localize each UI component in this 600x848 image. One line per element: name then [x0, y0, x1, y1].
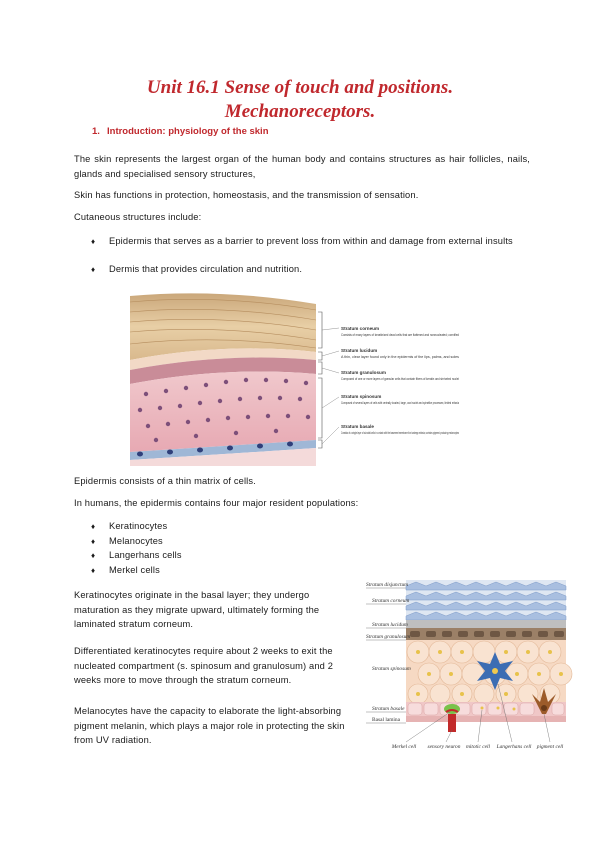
fig2-label-corneum: Stratum corneum: [372, 598, 410, 604]
page-title: [0, 76, 600, 124]
paragraph-differentiation: Differentiated keratinocytes require about 2 weeks to exit the nucleated compartment (s. spinosum and granulosum) and 2 weeks more to move through the stratum corneum.: [74, 646, 334, 685]
list-item-text: Merkel cells: [109, 565, 160, 575]
epidermis-layers-figure: [126, 290, 472, 466]
title-line-2: Mechanoreceptors.: [224, 101, 376, 122]
fig1-desc-corneum: Consists of many layers of keratinized dead cells that are flattened and nonnucleated; cornified: [341, 333, 459, 337]
paragraph-epidermis-matrix: Epidermis consists of a thin matrix of cells.: [74, 476, 256, 486]
paragraph-skin-organ: The skin represents the largest organ of the human body and contains structures as hair follicles, nails, glands and specialised sensory structures,: [74, 154, 530, 179]
paragraph-melanocytes: Melanocytes have the capacity to elaborate the light-absorbing pigment melanin, which plays a major role in protecting the skin from UV radiation.: [74, 706, 345, 745]
list-item-text: Langerhans cells: [109, 550, 182, 560]
paragraph-cutaneous: Cutaneous structures include:: [74, 212, 202, 222]
paragraph-keratinocytes: Keratinocytes originate in the basal layer; they undergo maturation as they migrate upward, ultimately forming the laminated stratum corneum.: [74, 590, 320, 629]
fig1-desc-lucidum: A thin, clear layer found only in the epidermis of the lips, palms, and soles: [341, 355, 460, 359]
bullet-icon: ♦: [91, 566, 96, 575]
bullet-icon: ♦: [91, 522, 96, 531]
fig2-bottom-neuron: sensory neuron: [427, 744, 461, 750]
fig2-bottom-merkel: Merkel cell: [391, 744, 417, 750]
fig1-desc-spinosum: Composed of several layers of cells with centrally located, large, oval nuclei and spinelike processes; limited mitosis: [341, 401, 460, 405]
list-item-text: Dermis that provides circulation and nutrition.: [109, 264, 303, 274]
section-heading: [92, 126, 269, 137]
bullet-icon: ♦: [91, 265, 96, 274]
bullet-icon: ♦: [91, 537, 96, 546]
fig2-label-granulosum: Stratum granulosum: [366, 634, 411, 640]
list-item-text: Keratinocytes: [109, 521, 168, 531]
fig2-label-lamina: Basal lamina: [372, 717, 400, 723]
fig1-label-granulosum: Stratum granulosum: [341, 370, 386, 375]
fig2-label-basale: Stratum basale: [372, 706, 405, 712]
list-item-text: Melanocytes: [109, 536, 163, 546]
section-number: 1.: [92, 126, 100, 137]
fig1-label-lucidum: Stratum lucidum: [341, 348, 378, 353]
bullet-icon: ♦: [91, 237, 96, 246]
fig2-bottom-pigment: pigment cell: [536, 744, 564, 750]
paragraph-resident-populations: In humans, the epidermis contains four major resident populations:: [74, 498, 359, 508]
epidermis-cells-diagram: [366, 580, 566, 772]
paragraph-skin-functions: Skin has functions in protection, homeostasis, and the transmission of sensation.: [74, 190, 419, 200]
fig2-label-lucidum: Stratum lucidum: [372, 622, 408, 628]
fig1-desc-granulosum: Composed of one or more layers of granular cells that contain fibers of keratin and shriveled nuclei: [341, 377, 460, 381]
fig2-label-disjunctum: Stratum disjunctum: [366, 582, 409, 588]
list-item-text: Epidermis that serves as a barrier to prevent loss from within and damage from external insults: [109, 236, 513, 246]
fig2-bottom-mitotic: mitotic cell: [465, 744, 491, 750]
bullet-icon: ♦: [91, 551, 96, 560]
section-heading-text: Introduction: physiology of the skin: [107, 126, 269, 137]
fig2-label-spinosum: Stratum spinosum: [372, 666, 411, 672]
title-line-1: Unit 16.1 Sense of touch and positions.: [146, 77, 454, 98]
fig1-label-spinosum: Stratum spinosum: [341, 394, 382, 399]
fig1-desc-basale: Consists of a single layer of cuboidal cells in contact with the basement membrane that undergo mitosis; contains pigment-producing melanocytes: [341, 431, 460, 435]
fig2-bottom-langerhans: Langerhans cell: [496, 744, 532, 750]
fig1-label-corneum: Stratum corneum: [341, 326, 380, 331]
fig1-label-basale: Stratum basale: [341, 424, 374, 429]
